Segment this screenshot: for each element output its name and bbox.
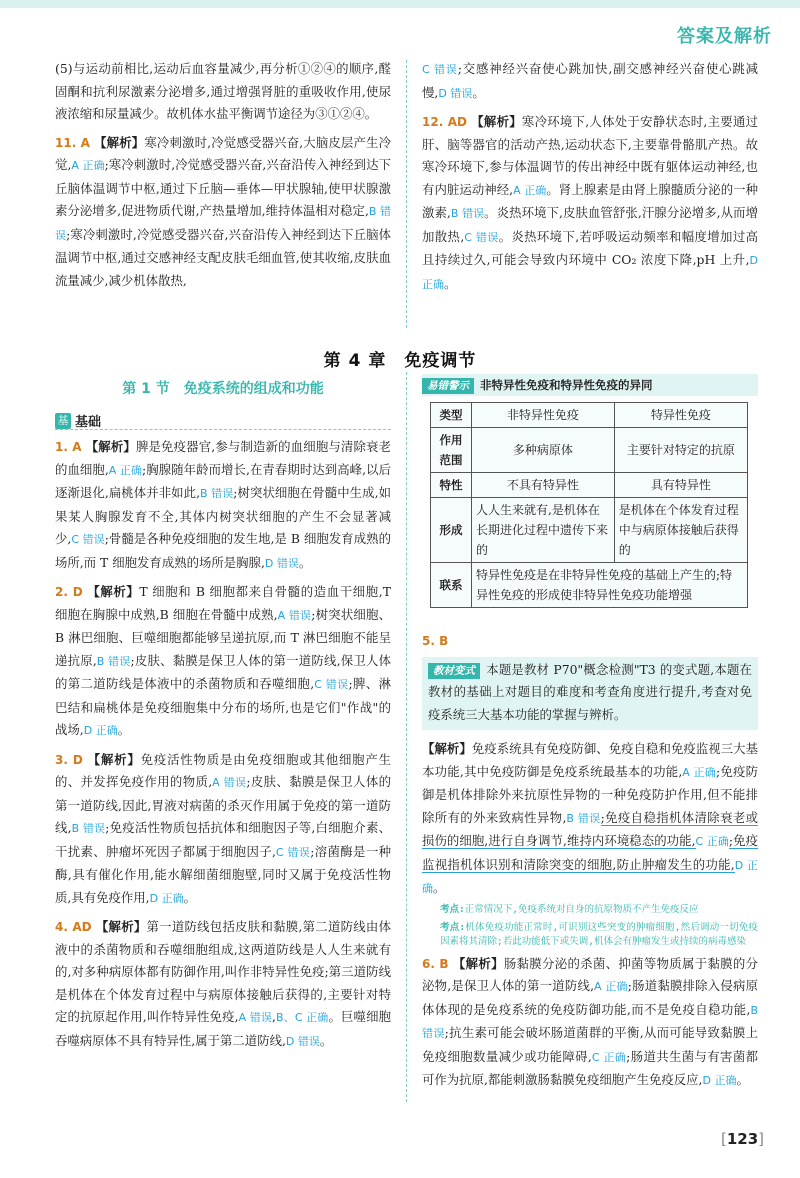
- table-row: [431, 428, 748, 473]
- right-top-column: [422, 58, 758, 302]
- q6-paragraph: [422, 953, 758, 1093]
- table-cell: 主要针对特定的抗原: [614, 428, 747, 473]
- table-header-row: [431, 403, 748, 428]
- q5-paragraph: [422, 738, 758, 901]
- q11-number: 11. A: [55, 135, 90, 150]
- note-1: [422, 903, 758, 917]
- q5-text-4: ;免疫监视指机体识别和清除突变的细胞,防止肿瘤发生的功能,: [422, 833, 758, 872]
- analysis-tag: 【解析】: [85, 439, 136, 454]
- q1-text-2: ;胸腺随年龄而增长,在青春期时达到高峰,以后逐渐退化,扁桃体并非如此,: [55, 461, 391, 500]
- column-divider-top: [406, 60, 407, 328]
- option-a-verdict: A 正确: [71, 159, 105, 172]
- option-b-verdict: B 错误: [71, 822, 106, 835]
- q4-text-2: 。巨噬细胞吞噬病原体不具有特异性,属于第二道防线,: [55, 1009, 391, 1048]
- q4-end: 。: [319, 1032, 333, 1048]
- q11-text-3: ;寒冷刺激时,冷觉感受器兴奋,兴奋沿传入神经到达下丘脑体温调节中枢,通过交感神经支配皮肤毛细血管,使其收缩,皮肤血流量减少,减少机体散热,: [55, 226, 392, 288]
- option-d-verdict: D 错误: [264, 556, 299, 570]
- table-header-cell: 特异性免疫: [614, 403, 747, 428]
- q11-end: 。: [472, 84, 485, 100]
- table-cell: 是机体在个体发育过程中与病原体接触后获得的: [614, 498, 747, 563]
- option-a-verdict: A 正确: [682, 765, 716, 779]
- option-b-verdict: B 错误: [96, 654, 131, 668]
- note-text: 正常情况下,免疫系统对自身的抗原物质不产生免疫反应: [464, 903, 699, 915]
- left-main-column: [55, 436, 391, 1059]
- top-band: [0, 0, 800, 8]
- option-a-verdict: A 正确: [594, 980, 628, 993]
- q11-continuation: [422, 58, 758, 105]
- analysis-tag: 【解析】: [470, 114, 522, 129]
- q12-paragraph: [422, 111, 758, 296]
- q11-text-2: ;寒冷刺激时,冷觉感受器兴奋,兴奋沿传入神经到达下丘脑体温调节中枢,通过下丘脑—垂体—甲状腺轴,使甲状腺激素分泌增多,促进物质代谢,产热量增加,维持体温相对稳定,: [55, 157, 391, 218]
- q11-paragraph: [55, 132, 391, 293]
- textbook-variant-text: 本题是教材 P70"概念检测"T3 的变式题,本题在教材的基础上对题目的难度和考查角度进行提升,考查对免疫系统三大基本功能的掌握与辨析。: [428, 661, 752, 722]
- callout-title: 非特异性免疫和特异性免疫的异同: [480, 378, 653, 392]
- q3-text-1: 免疫活性物质是由免疫细胞或其他细胞产生的、并发挥免疫作用的物质,: [55, 751, 392, 789]
- q1-end: 。: [298, 554, 312, 570]
- q12-text-3: 。炎热环境下,皮肤血管舒张,汗腺分泌增多,从而增加散热,: [422, 205, 758, 244]
- page-number: [721, 1130, 764, 1148]
- analysis-tag: 【解析】: [86, 751, 141, 767]
- q2-text-1: T 细胞和 B 细胞都来自骨髓的造血干细胞,T 细胞在胸腺中成熟,B 细胞在骨髓中成熟,: [55, 584, 392, 622]
- basic-underline: [55, 429, 391, 430]
- option-b-verdict: B 错误: [55, 205, 391, 242]
- option-a-verdict: A 错误: [277, 608, 312, 622]
- q3-text-4: ;溶菌酶是一种酶,具有催化作用,能水解细菌细胞壁,同时又属于免疫活性物质,具有免疫作用,: [55, 843, 391, 905]
- q4-separator: ,: [272, 1009, 276, 1024]
- q6-text-2: ;肠道黏膜排除入侵病原体体现的是免疫系统的免疫防御功能,而不是免疫自稳功能,: [422, 978, 758, 1017]
- q2-end: 。: [117, 722, 131, 737]
- analysis-tag: 【解析】: [86, 584, 140, 599]
- table-cell: 具有特异性: [614, 473, 747, 498]
- q6-number: 6. B: [422, 956, 449, 971]
- option-c-verdict: C 错误: [422, 63, 458, 76]
- page-number-value: 123: [726, 1130, 759, 1148]
- option-a-verdict: A 正确: [108, 463, 143, 477]
- option-b-verdict: B 错误: [200, 487, 234, 500]
- q1-number: 1. A: [55, 440, 82, 454]
- q5-text-3: ;免疫自稳指机体清除衰老或损伤的细胞,进行自身调节,维持内环境稳态的功能,: [422, 809, 758, 848]
- basic-label: 基础: [75, 415, 102, 430]
- q2-text-4: ;脾、淋巴结和扁桃体是免疫细胞集中分布的场所,也是它们"作战"的战场,: [55, 676, 391, 737]
- option-c-verdict: C 正确: [695, 835, 729, 848]
- header-title: 答案及解析: [677, 26, 772, 47]
- option-b-verdict: B 错误: [450, 207, 485, 220]
- column-divider-bottom: [406, 372, 407, 1102]
- q3-end: 。: [183, 889, 196, 905]
- error-warning-callout: [422, 374, 758, 396]
- q3-text-2: ;皮肤、黏膜是保卫人体的第一道防线,因此,胃液对病菌的杀灭作用属于免疫的第一道防线,: [55, 774, 391, 835]
- table-cell: 不具有特异性: [472, 473, 615, 498]
- basic-icon: 基: [55, 413, 71, 429]
- option-bc-verdict: B、C 正确: [275, 1011, 329, 1024]
- option-c-verdict: C 正确: [591, 1050, 627, 1064]
- option-c-verdict: C 错误: [464, 230, 499, 244]
- textbook-variant-box: [422, 657, 758, 731]
- q3-text-3: ;免疫活性物质包括抗体和细胞因子等,白细胞介素、干扰素、肿瘤坏死因子都属于细胞因子,: [55, 820, 391, 859]
- analysis-tag: 【解析】: [452, 955, 504, 971]
- table-row-label: 形成: [431, 498, 472, 563]
- q5-text-1: 免疫系统具有免疫防御、免疫自稳和免疫监视三大基本功能,其中免疫防御是免疫系统最基本的功能,: [422, 741, 759, 779]
- basic-heading: [55, 410, 391, 430]
- table-row: [431, 473, 748, 498]
- table-row-label: 特性: [431, 473, 472, 498]
- note-text: 机体免疫功能正常时,可识别这些突变的肿瘤细胞,然后调动一切免疫因素将其清除;若此功能低下或失调,机体会有肿瘤发生或持续的病毒感染: [440, 921, 758, 947]
- option-d-verdict: D 正确: [422, 254, 758, 291]
- q6-end: 。: [736, 1072, 749, 1087]
- q12-text-2: 。肾上腺素是由肾上腺髓质分泌的一种激素,: [422, 181, 758, 220]
- q1-paragraph: [55, 436, 391, 575]
- left-top-column: [55, 58, 391, 298]
- q1-text-1: 脾是免疫器官,参与制造新的血细胞与清除衰老的血细胞,: [55, 439, 391, 477]
- q2-text-2: ;树突状细胞、B 淋巴细胞、巨噬细胞都能够呈递抗原,而 T 淋巴细胞不能呈递抗原,: [55, 606, 391, 668]
- table-row: [431, 498, 748, 563]
- comparison-table: [430, 402, 748, 608]
- q5-end: 。: [433, 880, 446, 895]
- right-main-column: [422, 630, 758, 1099]
- option-c-verdict: C 错误: [71, 533, 105, 546]
- table-row-label: 联系: [431, 563, 472, 608]
- option-a-verdict: A 错误: [238, 1011, 273, 1024]
- chapter-title: 第 4 章 免疫调节: [323, 351, 477, 371]
- option-d-verdict: D 正确: [149, 891, 184, 905]
- q1-text-3: ;树突状细胞在骨髓中生成,如果某人胸腺发育不全,其体内树突状细胞的产生不会显著减少,: [55, 485, 391, 546]
- q4-number: 4. AD: [55, 920, 92, 934]
- table-cell: 多种病原体: [472, 428, 615, 473]
- q12-number: 12. AD: [422, 115, 467, 129]
- error-warning-tag: 易错警示: [422, 378, 474, 394]
- option-b-verdict: B 错误: [422, 1003, 758, 1040]
- q2-paragraph: [55, 581, 391, 743]
- option-d-verdict: D 错误: [285, 1034, 320, 1048]
- note-key: 考点:: [440, 903, 465, 915]
- q5-number: 5. B: [422, 634, 449, 648]
- table-header-cell: 类型: [431, 403, 472, 428]
- option-c-verdict: C 错误: [275, 845, 311, 859]
- q12-end: 。: [444, 275, 457, 291]
- q4-paragraph: [55, 916, 391, 1053]
- analysis-tag: 【解析】: [93, 134, 145, 150]
- table-row-label: 作用范围: [431, 428, 472, 473]
- q5-text-2: ;免疫防御是机体排除外来抗原性异物的一种免疫防护作用,但不能排除所有的外来致病性异物,: [422, 763, 758, 825]
- q2-text-3: ;皮肤、黏膜是保卫人体的第一道防线,保卫人体的第二道防线是体液中的杀菌物质和吞噬细胞,: [55, 652, 391, 691]
- option-d-verdict: D 正确: [702, 1074, 737, 1087]
- table-cell: 人人生来就有,是机体在长期进化过程中遗传下来的: [472, 498, 615, 563]
- q5-heading: [422, 630, 758, 653]
- q4-text-1: 第一道防线包括皮肤和黏膜,第二道防线由体液中的杀菌物质和吞噬细胞组成,这两道防线是人人生来就有的,对多种病原体都有防御作用,叫作非特异性免疫;第三道防线是机体在个体发育过程中与病原体接触后获得的,主要针对特定的抗原起作用,叫作特异性免疫,: [55, 919, 391, 1024]
- q3-paragraph: [55, 749, 391, 911]
- bracket-right: ]: [758, 1130, 764, 1148]
- q2-number: 2. D: [55, 585, 83, 599]
- q12-text-1: 寒冷环境下,人体处于安静状态时,主要通过肝、脑等器官的活动产热,运动状态下,主要靠骨骼肌产热。故寒冷环境下,参与体温调节的传出神经中既有躯体运动神经,也有内脏运动神经,: [422, 114, 759, 197]
- textbook-variant-tag: 教材变式: [428, 663, 480, 679]
- section-title: 第 1 节 免疫系统的组成和功能: [122, 381, 324, 397]
- table-row: [431, 563, 748, 608]
- option-c-verdict: C 错误: [314, 678, 349, 691]
- q11-text-4: ;交感神经兴奋使心跳加快,副交感神经兴奋使心跳减慢,: [422, 61, 758, 100]
- q11-text-1: 寒冷刺激时,冷觉感受器兴奋,大脑皮层产生冷觉,: [55, 134, 392, 172]
- analysis-tag: 【解析】: [422, 741, 472, 756]
- option-d-verdict: D 错误: [438, 86, 473, 100]
- option-d-verdict: D 正确: [422, 858, 758, 895]
- q1-text-4: ;骨髓是各种免疫细胞的发生地,是 B 细胞发育成熟的场所,而 T 细胞发育成熟的场所是胸腺,: [55, 531, 391, 570]
- option-a-verdict: A 正确: [513, 183, 547, 197]
- table-header-cell: 非特异性免疫: [472, 403, 615, 428]
- q6-text-4: ;肠道共生菌与有害菌都可作为抗原,都能刺激肠黏膜免疫细胞产生免疫反应,: [422, 1048, 758, 1087]
- option-a-verdict: A 错误: [212, 776, 247, 789]
- q3-number: 3. D: [55, 752, 83, 767]
- option-b-verdict: B 错误: [566, 811, 601, 825]
- analysis-tag: 【解析】: [95, 919, 147, 934]
- table-cell: 特异性免疫是在非特异性免疫的基础上产生的;特异性免疫的形成使非特异性免疫功能增强: [472, 563, 748, 608]
- q12-text-4: 。炎热环境下,若呼吸运动频率和幅度增加过高且持续过久,可能会导致内环境中 CO₂ 浓度下降,pH 上升,: [422, 228, 758, 267]
- q10-continuation: (5)与运动前相比,运动后血容量减少,再分析①②④的顺序,醛固酮和抗利尿激素分泌增多,通过增强肾脏的重吸收作用,使尿液浓缩和尿量减少。故机体水盐平衡调节途径为③①②④。: [55, 61, 391, 121]
- option-d-verdict: D 正确: [83, 724, 118, 737]
- note-2: [422, 921, 758, 949]
- q6-text-1: 肠黏膜分泌的杀菌、抑菌等物质属于黏膜的分泌物,是保卫人体的第一道防线,: [422, 955, 759, 993]
- q6-text-3: ;抗生素可能会破坏肠道菌群的平衡,从而可能导致黏膜上免疫细胞数量减少或功能障碍,: [422, 1025, 758, 1064]
- note-key: 考点:: [440, 921, 466, 933]
- bracket-left: [: [720, 1130, 727, 1148]
